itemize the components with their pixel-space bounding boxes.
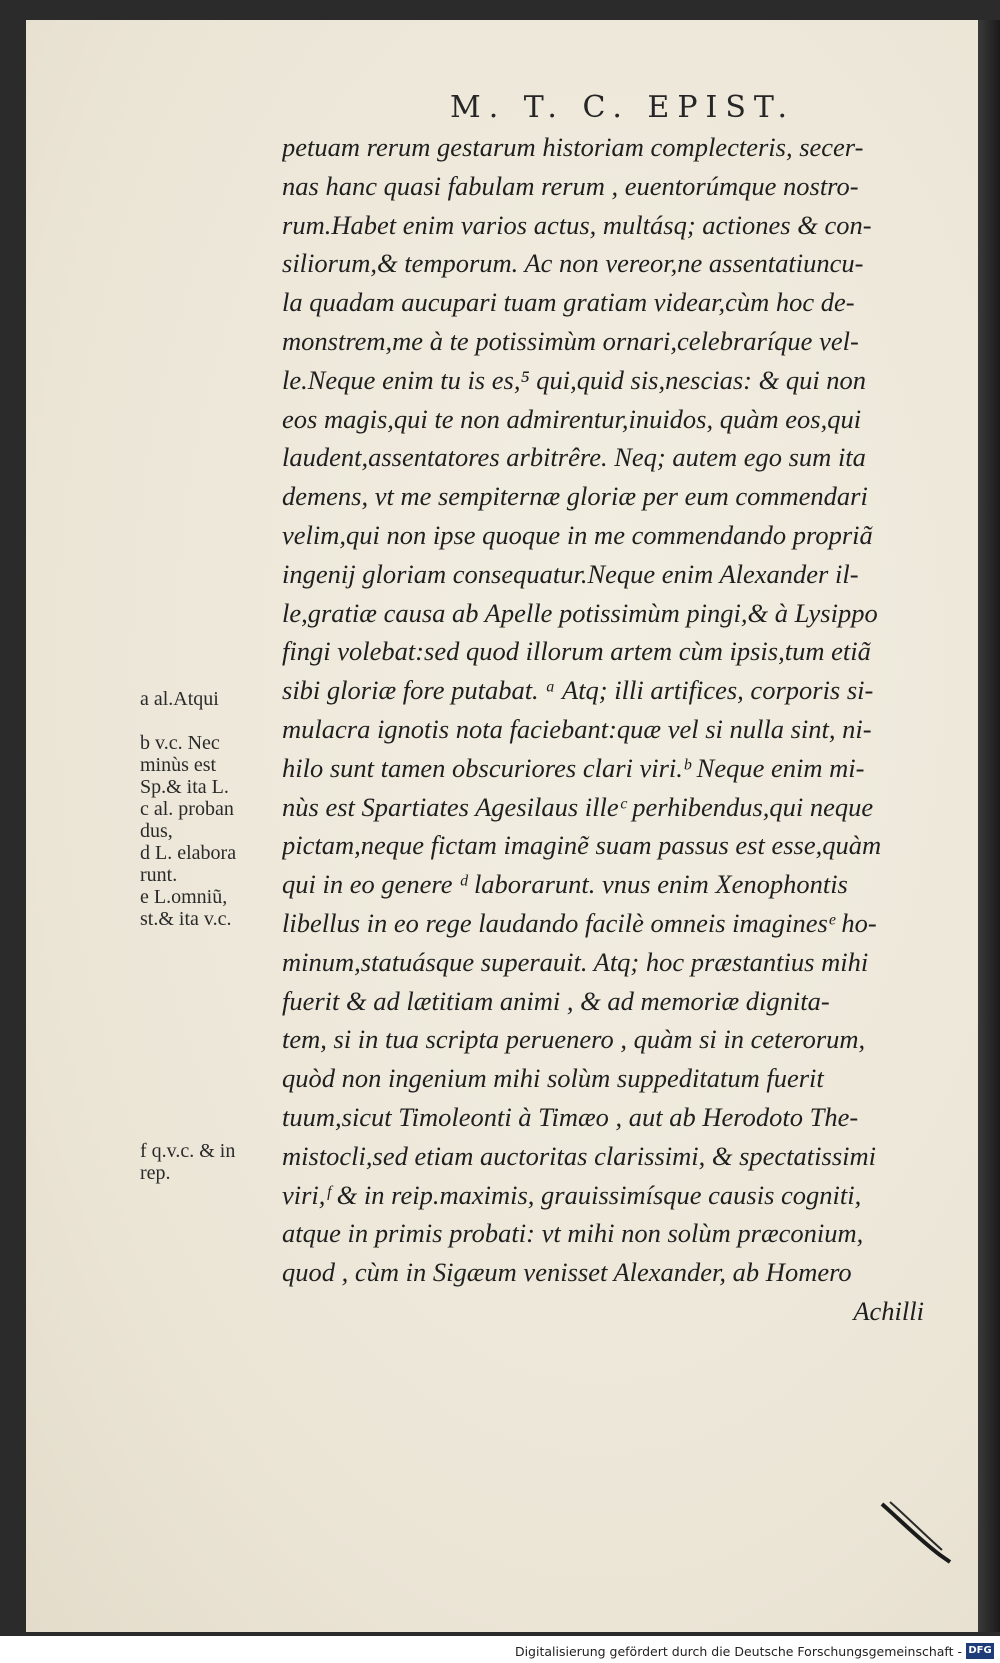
text-line: pictam,neque fictam imaginẽ suam passus est esse,quàm (282, 830, 882, 861)
text-line: libellus in eo rege laudando facilè omneis imaginesᵉ ho- (282, 907, 877, 938)
text-line: ingenij gloriam consequatur.Neque enim Alexander il- (282, 558, 859, 589)
text-line: demens, vt me sempiternæ gloriæ per eum commendari (282, 481, 868, 512)
text-line: fingi volebat:sed quod illorum artem cùm ipsis,tum etiã (282, 636, 871, 667)
margin-note-line: e L.omniũ, (140, 886, 228, 908)
dfg-logo: DFG (966, 1643, 994, 1659)
text-line: le.Neque enim tu is es,⁵ qui,quid sis,nescias: & qui non (282, 364, 867, 395)
text-line: mistocli,sed etiam auctoritas clarissimi, & spectatissimi (282, 1140, 877, 1171)
text-line: le,gratiæ causa ab Apelle potissimùm pingi,& à Lysippo (282, 597, 878, 628)
footer-credit: Digitalisierung gefördert durch die Deutsche Forschungsgemeinschaft - (514, 1644, 962, 1659)
text-line: tuum,sicut Timoleonti à Timæo , aut ab Herodoto The- (282, 1101, 859, 1132)
margin-note-line: rep. (140, 1162, 171, 1184)
margin-note (140, 688, 219, 710)
text-line: la quadam aucupari tuam gratiam videar,cùm hoc de- (282, 287, 855, 318)
footer-bar (0, 1641, 1000, 1663)
margin-note-line: runt. (140, 864, 178, 886)
text-line: nas hanc quasi fabulam rerum , euentorúmque nostro- (282, 170, 859, 201)
text-line: rum.Habet enim varios actus, multásq; actiones & con- (282, 209, 872, 240)
text-line: sibi gloriæ fore putabat. ᵃ Atq; illi artifices, corporis si- (282, 675, 874, 706)
text-line: quòd non ingenium mihi solùm suppeditatum fuerit (282, 1063, 824, 1094)
margin-note-line: minùs est (140, 754, 217, 776)
margin-note-line: b v.c. Nec (140, 732, 220, 754)
margin-note (140, 732, 229, 798)
ink-smudge (880, 1500, 970, 1570)
text-line: monstrem,me à te potissimùm ornari,celebraríque vel- (282, 325, 859, 356)
margin-note-line: st.& ita v.c. (140, 908, 232, 930)
text-line: qui in eo genere ᵈ laborarunt. vnus enim Xenophontis (282, 869, 848, 900)
margin-note (140, 1140, 235, 1184)
text-line: velim,qui non ipse quoque in me commendando propriã (282, 519, 873, 550)
margin-note (140, 842, 236, 886)
text-line: eos magis,qui te non admirentur,inuidos, quàm eos,qui (282, 403, 862, 434)
text-line: quod , cùm in Sigæum venisset Alexander, ab Homero (282, 1257, 852, 1288)
margin-note-line: Sp.& ita L. (140, 776, 229, 798)
text-line: fuerit & ad lætitiam animi , & ad memoriæ dignita- (282, 985, 830, 1016)
text-line: petuam rerum gestarum historiam complecteris, secer- (282, 132, 864, 162)
margin-note (140, 886, 231, 930)
text-line: tem, si in tua scripta peruenero , quàm si in ceterorum, (282, 1024, 866, 1055)
page-edge (978, 20, 1000, 1632)
running-head: M. T. C. EPIST. (450, 90, 796, 125)
text-line: viri,ᶠ & in reip.maximis, grauissimísque causis cogniti, (282, 1179, 862, 1210)
text-line: minum,statuásque superauit. Atq; hoc præstantius mihi (282, 946, 869, 977)
catchword: Achilli (853, 1295, 924, 1326)
margin-note-line: a al.Atqui (140, 688, 219, 710)
text-line: mulacra ignotis nota faciebant:quæ vel si nulla sint, ni- (282, 713, 872, 744)
margin-note (140, 798, 234, 842)
margin-note-line: d L. elabora (140, 842, 237, 864)
main-text-block (282, 128, 960, 1331)
text-line: laudent,assentatores arbitrêre. Neq; autem ego sum ita (282, 442, 866, 473)
text-line: nùs est Spartiates Agesilaus illeᶜ perhibendus,qui neque (282, 791, 874, 822)
text-line: hilo sunt tamen obscuriores clari viri.ᵇ Neque enim mi- (282, 752, 865, 783)
margin-note-line: c al. proban (140, 798, 234, 820)
margin-note-line: f q.v.c. & in (140, 1140, 236, 1162)
margin-note-line: dus, (140, 820, 173, 842)
text-line: siliorum,& temporum. Ac non vereor,ne assentatiuncu- (282, 248, 864, 279)
text-line: atque in primis probati: vt mihi non solùm præconium, (282, 1218, 864, 1249)
